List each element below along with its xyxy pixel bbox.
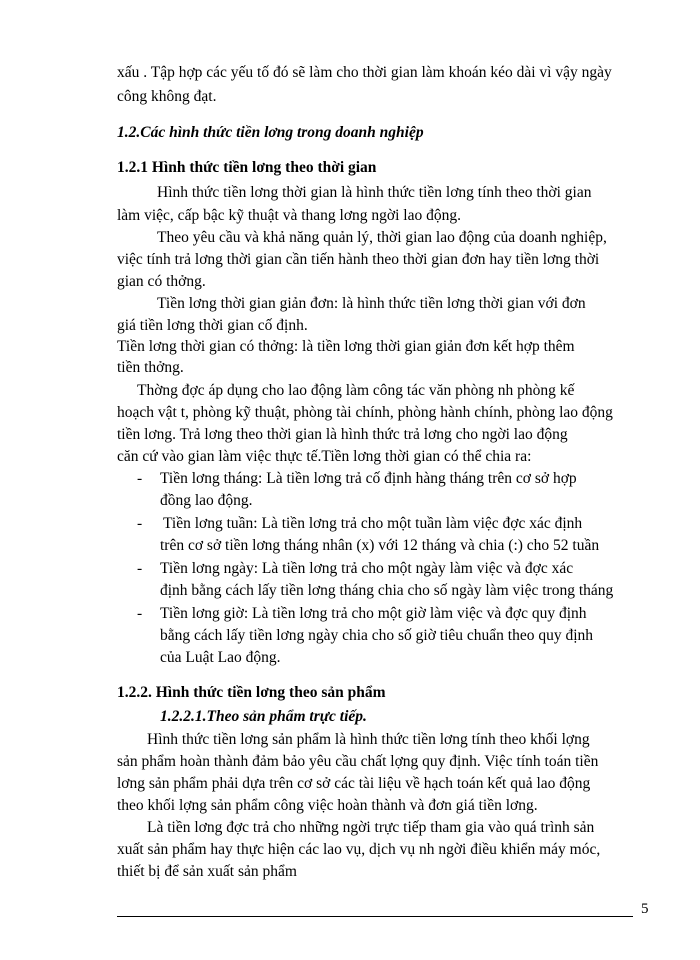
list-item-text: định bằng cách lấy tiền lơng tháng chia cho số ngày làm việc trong tháng [160,582,614,599]
body-text-line: Tiền lơng thời gian giản đơn: là hình thức tiền lơng thời gian với đơn [157,295,586,312]
body-text-line: gian có thởng. [117,273,206,290]
body-text-line: Thờng đợc áp dụng cho lao động làm công tác văn phòng nh phòng kế [137,382,575,399]
body-text-line: Theo yêu cầu và khả năng quản lý, thời gian lao động của doanh nghiệp, [157,229,607,246]
list-item-text: bằng cách lấy tiền lơng ngày chia cho số giờ tiêu chuẩn theo quy định [160,627,594,644]
list-item-text: Tiền lơng tuần: Là tiền lơng trả cho một tuần làm việc đợc xác định [163,515,583,532]
body-text-line: tiền lơng. Trả lơng theo thời gian là hình thức trả lơng cho ngời lao động [117,426,568,443]
list-bullet: - [137,515,143,532]
body-text-line: căn cứ vào gian làm việc thực tế.Tiền lơng thời gian có thể chia ra: [117,448,532,465]
list-item-text: Tiền lơng ngày: Là tiền lơng trả cho một ngày làm việc và đợc xác [160,560,574,577]
section-heading-1-2-1: 1.2.1 Hình thức tiền lơng theo thời gian [117,159,377,176]
body-text-line: sản phẩm hoàn thành đảm bảo yêu cầu chất lợng quy định. Việc tính toán tiền [117,753,599,770]
section-heading-1-2: 1.2.Các hình thức tiền lơng trong doanh nghiệp [117,124,424,141]
body-text-line: hoạch vật t, phòng kỹ thuật, phòng tài chính, phòng hành chính, phòng lao động [117,404,613,421]
list-bullet: - [137,605,143,622]
body-text-line: tiền thởng. [117,359,184,376]
subsection-heading-1-2-2-1: 1.2.2.1.Theo sản phẩm trực tiếp. [160,708,367,725]
body-text-line: thiết bị để sản xuất sản phẩm [117,863,297,880]
list-item-text: Tiền lơng tháng: Là tiền lơng trả cố định hàng tháng trên cơ sở hợp [160,470,577,487]
list-bullet: - [137,560,143,577]
body-text-line: Tiền lơng thời gian có thởng: là tiền lơng thời gian giản đơn kết hợp thêm [117,338,575,355]
body-text-line: theo khối lợng sản phẩm công việc hoàn thành và đơn giá tiền lơng. [117,797,538,814]
body-text-line: làm việc, cấp bậc kỹ thuật và thang lơng ngời lao động. [117,207,461,224]
footer-rule [117,916,633,917]
body-text-line: việc tính trả lơng thời gian cần tiến hành theo thời gian đơn hay tiền lơng thời [117,251,600,268]
page-number: 5 [641,901,649,917]
body-text-line: lơng sản phẩm phải dựa trên cơ sở các tài liệu về hạch toán kết quả lao động [117,775,591,792]
body-text-line: Là tiền lơng đợc trả cho những ngời trực tiếp tham gia vào quá trình sản [147,819,595,836]
body-text-line: Hình thức tiền lơng sản phẩm là hình thức tiền lơng tính theo khối lợng [147,731,590,748]
body-text-line: giá tiền lơng thời gian cố định. [117,317,308,334]
list-item-text: đồng lao động. [160,492,253,509]
list-item-text: Tiền lơng giờ: Là tiền lơng trả cho một giờ làm việc và đợc quy định [160,605,587,622]
body-text-line: Hình thức tiền lơng thời gian là hình thức tiền lơng tính theo thời gian [157,184,592,201]
body-text-line: công không đạt. [117,88,217,105]
body-text-line: xấu . Tập hợp các yếu tố đó sẽ làm cho thời gian làm khoán kéo dài vì vậy ngày [117,64,612,81]
body-text-line: xuất sản phẩm hay thực hiện các lao vụ, dịch vụ nh ngời điều khiển máy móc, [117,841,601,858]
list-item-text: trên cơ sở tiền lơng tháng nhân (x) với 12 tháng và chia (:) cho 52 tuần [160,537,600,554]
list-item-text: của Luật Lao động. [160,649,281,666]
section-heading-1-2-2: 1.2.2. Hình thức tiền lơng theo sản phẩm [117,684,386,701]
list-bullet: - [137,470,143,487]
